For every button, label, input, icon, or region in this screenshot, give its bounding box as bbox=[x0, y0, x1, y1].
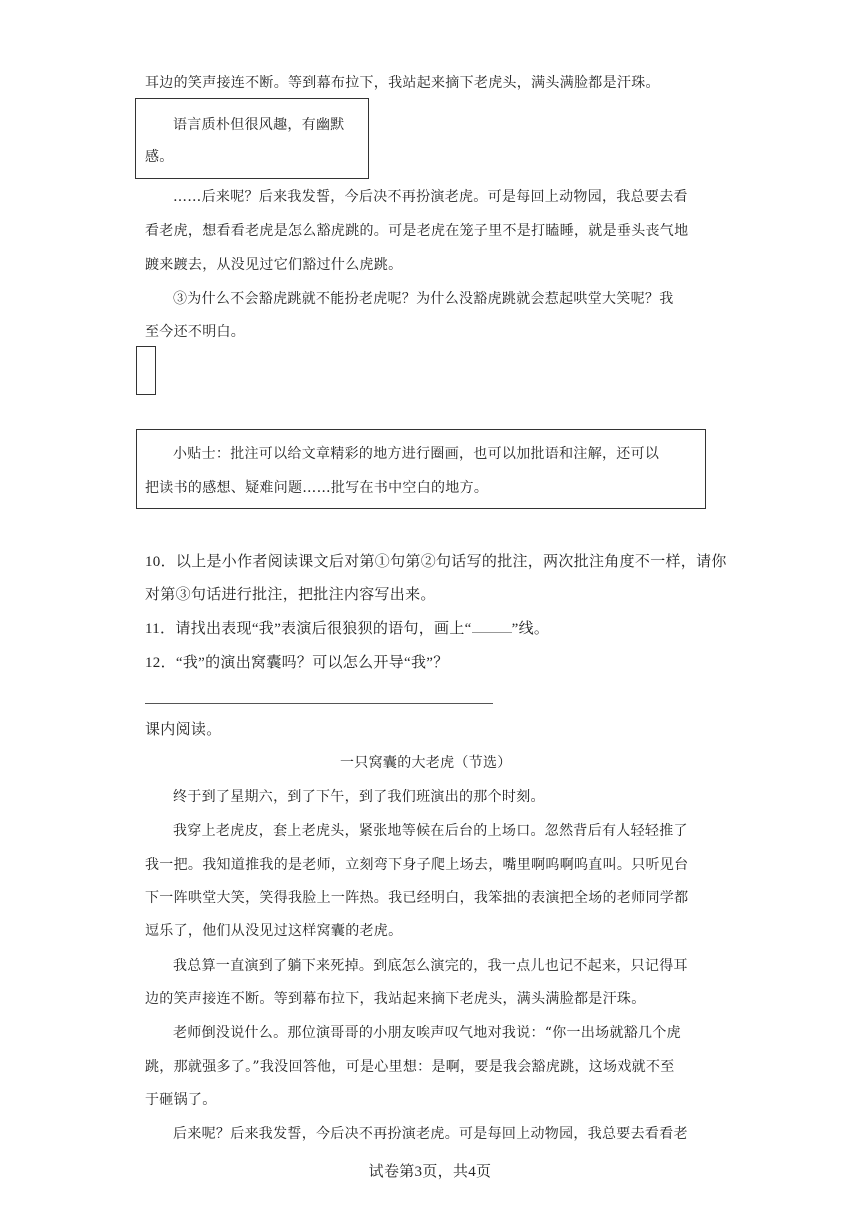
tip-text: 把读书的感想、疑难问题……批写在书中空白的地方。 bbox=[145, 480, 489, 496]
passage-title: 一只窝囊的大老虎（节选） bbox=[340, 755, 512, 771]
page-number: 试卷第3页，共4页 bbox=[368, 1164, 492, 1180]
question-11-text-end: ”线。 bbox=[511, 621, 550, 637]
passage-line: 我穿上老虎皮，套上老虎头，紧张地等候在后台的上场口。忽然背后有人轻轻推了 bbox=[173, 823, 688, 839]
passage-line: 下一阵哄堂大笑，笑得我脸上一阵热。我已经明白，我笨拙的表演把全场的老师同学都 bbox=[145, 890, 689, 906]
passage-line: 终于到了星期六，到了下午，到了我们班演出的那个时刻。 bbox=[173, 789, 545, 805]
passage-line: ③为什么不会豁虎跳就不能扮老虎呢？为什么没豁虎跳就会惹起哄堂大笑呢？我 bbox=[173, 291, 674, 307]
passage-line: 至今还不明白。 bbox=[145, 324, 246, 340]
question-12: 12．“我”的演出窝囊吗？可以怎么开导“我”？ bbox=[145, 655, 449, 671]
passage-line: ……后来呢？后来我发誓，今后决不再扮演老虎。可是每回上动物园，我总要去看 bbox=[173, 189, 688, 205]
passage-line: 我总算一直演到了躺下来死掉。到底怎么演完的，我一点儿也记不起来，只记得耳 bbox=[173, 958, 688, 974]
passage-line: 逗乐了，他们从没见过这样窝囊的老虎。 bbox=[145, 923, 403, 939]
tip-text: 小贴士：批注可以给文章精彩的地方进行圈画，也可以加批语和注解，还可以 bbox=[173, 446, 660, 462]
tip-box bbox=[136, 429, 706, 509]
question-11 bbox=[145, 619, 549, 639]
passage-line: 耳边的笑声接连不断。等到幕布拉下，我站起来摘下老虎头，满头满脸都是汗珠。 bbox=[145, 75, 660, 91]
question-10: 10．以上是小作者阅读课文后对第①句第②句话写的批注，两次批注角度不一样，请你 bbox=[145, 554, 727, 570]
question-10-cont: 对第③句话进行批注，把批注内容写出来。 bbox=[145, 587, 436, 603]
passage-line: 我一把。我知道推我的是老师，立刻弯下身子爬上场去，嘴里啊呜啊呜直叫。只听见台 bbox=[145, 857, 689, 873]
passage-line: 边的笑声接连不断。等到幕布拉下，我站起来摘下老虎头，满头满脸都是汗珠。 bbox=[145, 991, 646, 1007]
empty-annotation-box[interactable] bbox=[136, 346, 156, 395]
passage-line: 跳，那就强多了。”我没回答他，可是心里想：是啊，要是我会豁虎跳，这场戏就不至 bbox=[145, 1059, 675, 1075]
answer-line[interactable] bbox=[145, 703, 493, 704]
question-11-text: 11．请找出表现“我”表演后很狼狈的语句，画上“ bbox=[145, 621, 472, 637]
annotation-text: 感。 bbox=[145, 149, 174, 165]
passage-line: 老师倒没说什么。那位演哥哥的小朋友唉声叹气地对我说：“你一出场就豁几个虎 bbox=[173, 1025, 681, 1041]
annotation-box bbox=[135, 98, 369, 179]
passage-line: 看老虎，想看看老虎是怎么豁虎跳的。可是老虎在笼子里不是打瞌睡，就是垂头丧气地 bbox=[145, 223, 689, 239]
passage-line: 踱来踱去，从没见过它们豁过什么虎跳。 bbox=[145, 257, 403, 273]
annotation-text: 语言质朴但很风趣，有幽默 bbox=[173, 117, 345, 133]
passage-line: 于砸锅了。 bbox=[145, 1092, 217, 1108]
underline-sample bbox=[472, 620, 512, 633]
section-intro: 课内阅读。 bbox=[145, 722, 222, 738]
passage-line: 后来呢？后来我发誓，今后决不再扮演老虎。可是每回上动物园，我总要去看看老 bbox=[173, 1126, 688, 1142]
